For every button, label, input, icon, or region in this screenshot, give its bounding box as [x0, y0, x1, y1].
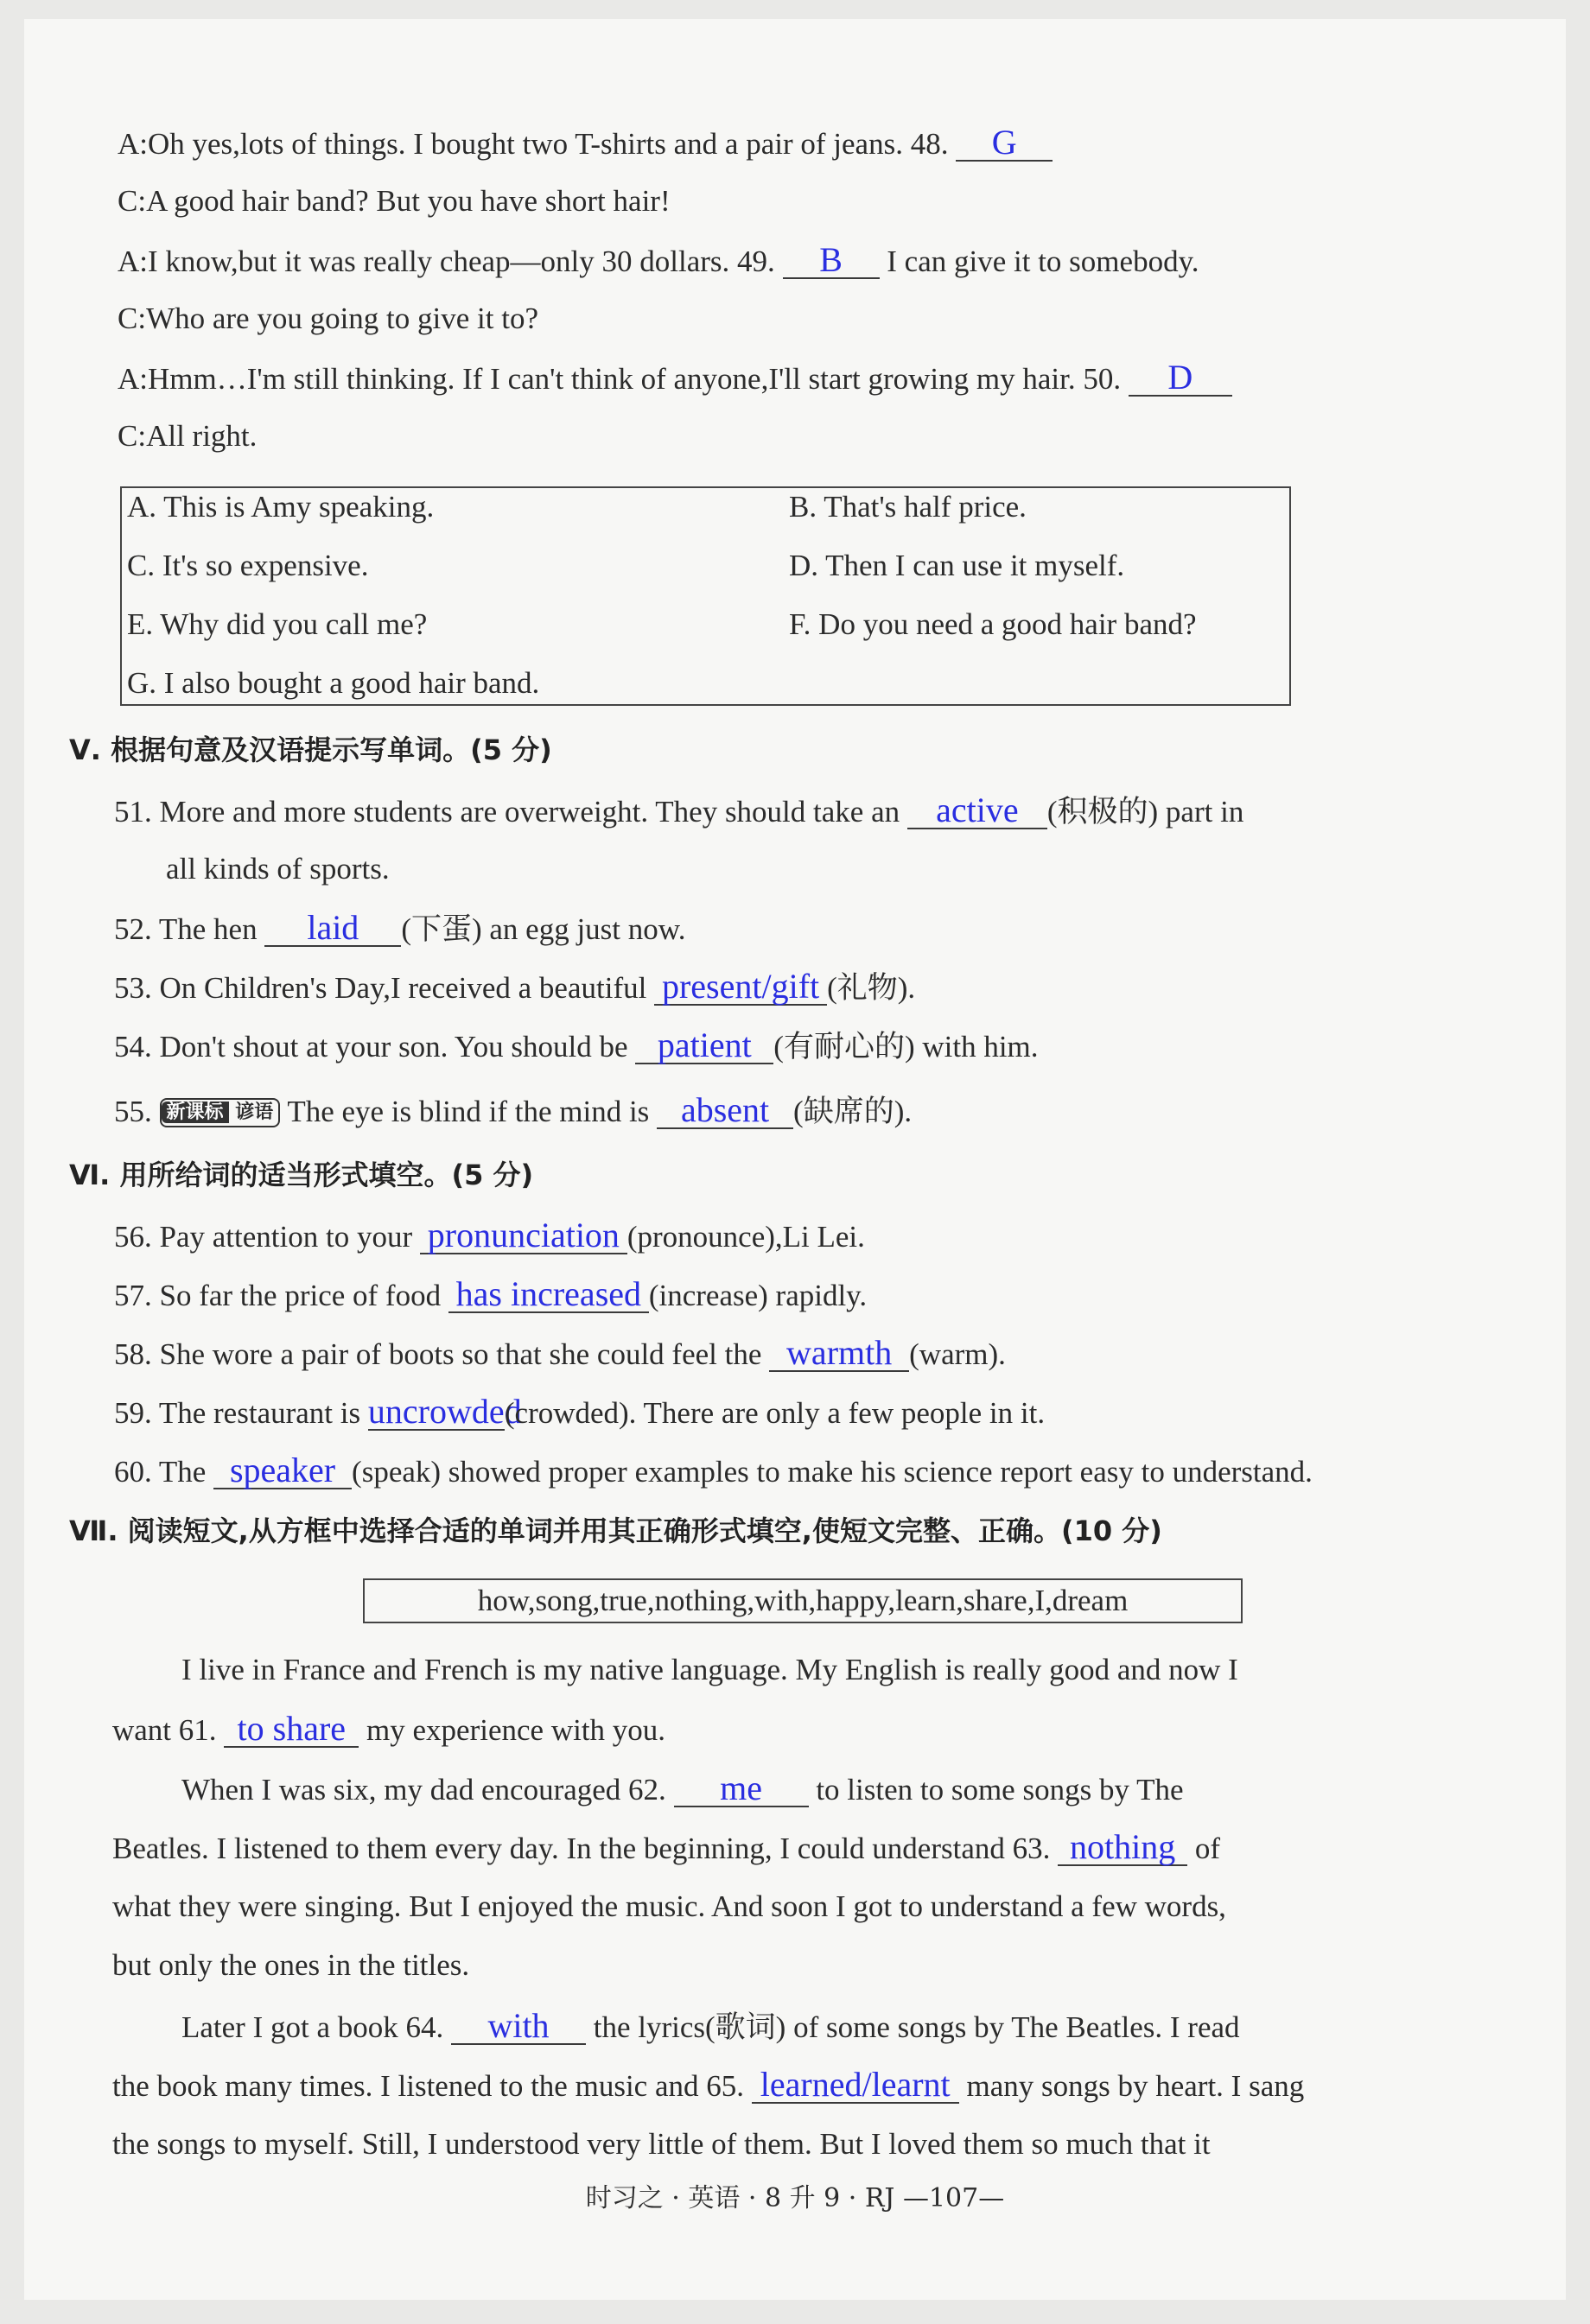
question-number: 55. — [114, 1095, 152, 1128]
answer-61[interactable]: to share — [224, 1711, 359, 1748]
question-text: The eye is blind if the mind is — [287, 1095, 650, 1128]
question-59 — [114, 1394, 1045, 1431]
question-text: 56. Pay attention to your — [114, 1220, 413, 1254]
badge-label: 新课标 — [162, 1102, 229, 1123]
passage-text: Later I got a book 64. — [181, 2010, 444, 2044]
question-text: (increase) rapidly. — [648, 1279, 868, 1312]
dialogue-line: C:All right. — [118, 419, 258, 453]
answer-65[interactable]: learned/learnt — [752, 2067, 959, 2104]
page-footer: 时习之 · 英语 · 8 升 9 · RJ —107— — [585, 2183, 1005, 2213]
question-text: (下蛋) an egg just now. — [401, 912, 686, 946]
answer-48[interactable]: G — [956, 125, 1053, 162]
answer-52[interactable]: laid — [264, 911, 401, 947]
question-51 — [114, 793, 1243, 829]
badge-label: 谚语 — [235, 1102, 274, 1123]
answer-51[interactable]: active — [907, 793, 1047, 829]
section-6-heading: Ⅵ. 用所给词的适当形式填空。(5 分) — [69, 1159, 534, 1191]
answer-60[interactable]: speaker — [213, 1453, 352, 1489]
question-60 — [114, 1453, 1313, 1489]
dialogue-line-49 — [118, 240, 1199, 279]
answer-53[interactable]: present/gift — [654, 969, 827, 1006]
passage-text: want 61. — [112, 1713, 217, 1747]
answer-57[interactable]: has increased — [448, 1277, 649, 1313]
section-5-heading: Ⅴ. 根据句意及汉语提示写单词。(5 分) — [69, 733, 552, 766]
question-text: (crowded). There are only a few people in it. — [504, 1396, 1046, 1430]
passage-text: many songs by heart. I sang — [966, 2069, 1305, 2103]
curriculum-badge — [160, 1098, 281, 1127]
answer-62[interactable]: me — [674, 1771, 809, 1807]
question-text: 51. More and more students are overweight. They should take an — [114, 795, 900, 829]
dialogue-text: A:I know,but it was really cheap—only 30 dollars. 49. — [118, 244, 775, 278]
question-text: 60. The — [114, 1455, 207, 1489]
section-7-heading: Ⅶ. 阅读短文,从方框中选择合适的单词并用其正确形式填空,使短文完整、正确。(10 分) — [69, 1514, 1162, 1547]
dialogue-line: C:A good hair band? But you have short hair! — [118, 184, 671, 218]
question-56 — [114, 1218, 865, 1254]
question-52 — [114, 908, 686, 947]
dialogue-text: I can give it to somebody. — [887, 244, 1199, 278]
option-e: E. Why did you call me? — [127, 607, 428, 641]
passage-text: Beatles. I listened to them every day. In the beginning, I could understand 63. — [112, 1832, 1051, 1865]
answer-63[interactable]: nothing — [1058, 1830, 1187, 1866]
question-text: (warm). — [909, 1337, 1006, 1371]
question-text: 54. Don't shout at your son. You should be — [114, 1030, 628, 1064]
question-text: 58. She wore a pair of boots so that she could feel the — [114, 1337, 762, 1371]
question-text: (有耐心的) with him. — [773, 1030, 1039, 1064]
dialogue-line-50 — [118, 360, 1232, 397]
options-box — [120, 486, 1291, 706]
word-bank-box: how,song,true,nothing,with,happy,learn,share,I,dream — [363, 1578, 1243, 1623]
question-text: (缺席的). — [793, 1095, 913, 1128]
passage-line-61 — [112, 1711, 665, 1748]
question-text: 53. On Children's Day,I received a beautiful — [114, 971, 647, 1005]
passage-line: what they were singing. But I enjoyed the music. And soon I got to understand a few words, — [112, 1889, 1226, 1923]
question-58 — [114, 1333, 1006, 1372]
dialogue-text: A:Hmm…I'm still thinking. If I can't think of anyone,I'll start growing my hair. 50. — [118, 362, 1122, 396]
option-f: F. Do you need a good hair band? — [789, 607, 1197, 641]
option-g: G. I also bought a good hair band. — [127, 666, 540, 700]
passage-line-64 — [181, 2006, 1240, 2045]
passage-line: but only the ones in the titles. — [112, 1948, 470, 1982]
passage-line-65 — [112, 2067, 1304, 2104]
question-55 — [114, 1090, 913, 1129]
option-a: A. This is Amy speaking. — [127, 490, 435, 524]
option-c: C. It's so expensive. — [127, 549, 369, 582]
passage-text: my experience with you. — [366, 1713, 666, 1747]
dialogue-text: A:Oh yes,lots of things. I bought two T-shirts and a pair of jeans. 48. — [118, 127, 949, 161]
answer-55[interactable]: absent — [657, 1093, 793, 1129]
passage-line-62 — [181, 1768, 1184, 1807]
question-text: (礼物). — [827, 971, 916, 1005]
answer-54[interactable]: patient — [635, 1028, 773, 1064]
passage-text: of — [1194, 1832, 1221, 1865]
answer-64[interactable]: with — [451, 2009, 586, 2045]
passage-line: the songs to myself. Still, I understood very little of them. But I loved them so much that it — [112, 2127, 1211, 2161]
answer-59[interactable]: uncrowded — [367, 1392, 522, 1431]
option-d: D. Then I can use it myself. — [789, 549, 1125, 582]
question-text: (speak) showed proper examples to make his science report easy to understand. — [352, 1455, 1313, 1489]
passage-text: the lyrics(歌词) of some songs by The Beatles. I read — [593, 2010, 1240, 2044]
dialogue-line-48 — [118, 125, 1053, 162]
dialogue-line: C:Who are you going to give it to? — [118, 302, 538, 335]
question-text: 59. The restaurant is — [114, 1396, 361, 1430]
passage-line: I live in France and French is my native language. My English is really good and now I — [181, 1653, 1238, 1686]
question-51-cont: all kinds of sports. — [166, 852, 390, 886]
passage-text: to listen to some songs by The — [816, 1773, 1184, 1806]
question-53 — [114, 969, 915, 1006]
answer-58[interactable]: warmth — [769, 1336, 909, 1372]
question-54 — [114, 1025, 1039, 1064]
passage-text: When I was six, my dad encouraged 62. — [181, 1773, 666, 1806]
answer-50[interactable]: D — [1129, 360, 1232, 397]
answer-56[interactable]: pronunciation — [420, 1218, 627, 1254]
question-text: 57. So far the price of food — [114, 1279, 442, 1312]
question-text: (积极的) part in — [1046, 795, 1244, 829]
question-57 — [114, 1274, 868, 1313]
passage-text: the book many times. I listened to the music and 65. — [112, 2069, 744, 2103]
answer-49[interactable]: B — [783, 243, 880, 279]
question-text: (pronounce),Li Lei. — [626, 1220, 865, 1254]
question-text: 52. The hen — [114, 912, 258, 946]
passage-line-63 — [112, 1827, 1221, 1866]
option-b: B. That's half price. — [789, 490, 1027, 524]
